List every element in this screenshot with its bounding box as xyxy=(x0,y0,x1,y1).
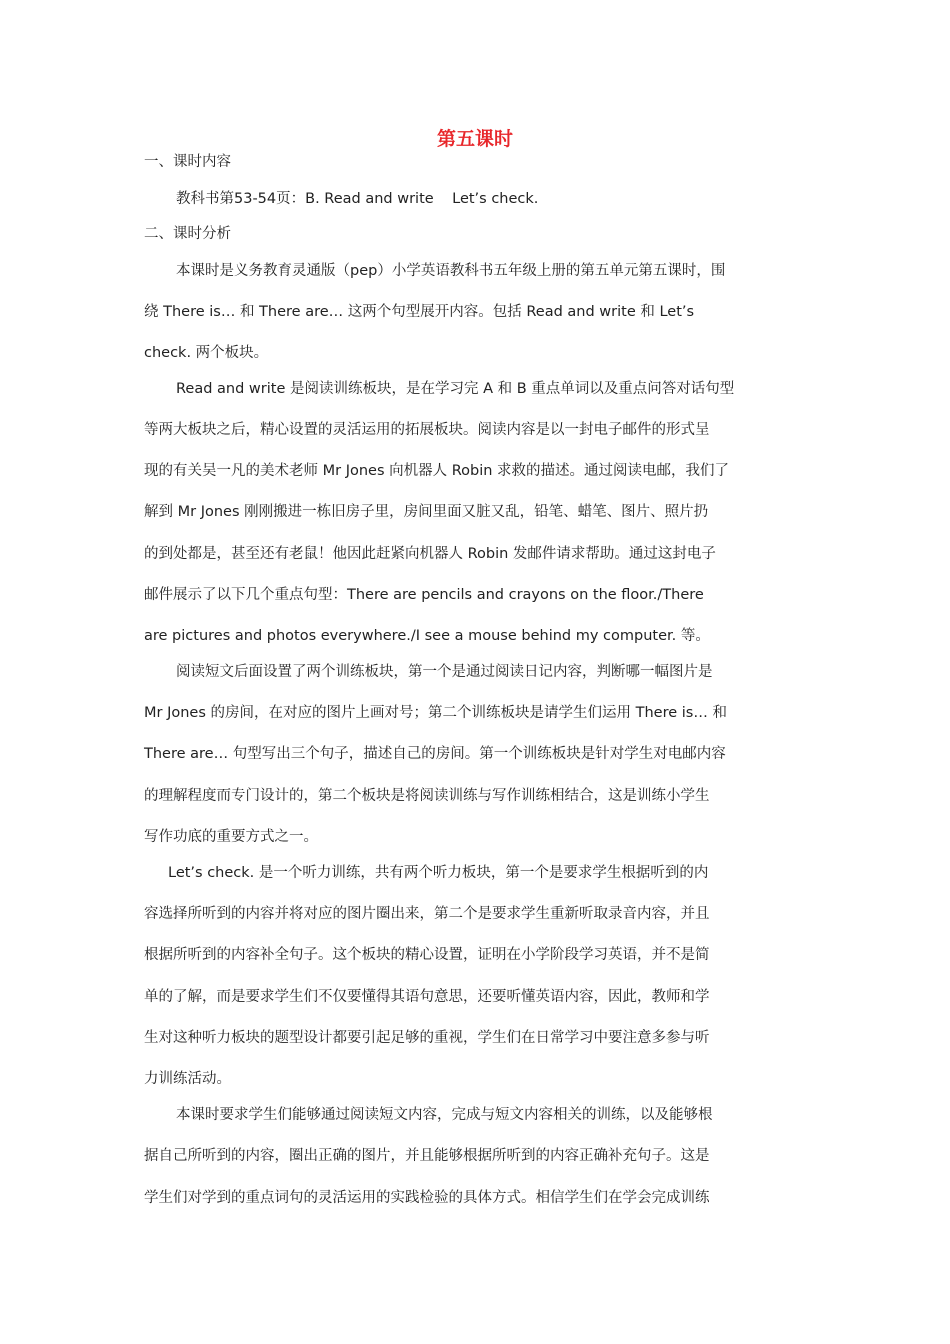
paragraph-line: 写作功底的重要方式之一。 xyxy=(144,829,318,845)
paragraph-line: 力训练活动。 xyxy=(144,1071,231,1087)
paragraph-line: 生对这种听力板块的题型设计都要引起足够的重视，学生们在日常学习中要注意多参与听 xyxy=(144,1030,710,1046)
paragraph-line: 解到 Mr Jones 刚刚搬进一栋旧房子里，房间里面又脏又乱，铅笔、蜡笔、图片、照片扔 xyxy=(144,504,709,520)
paragraph-line: Let’s check. 是一个听力训练，共有两个听力板块，第一个是要求学生根据听到的内 xyxy=(168,865,709,881)
section-content-text: 教科书第53-54页：B. Read and write Let’s check. xyxy=(176,191,539,207)
paragraph-line: Mr Jones 的房间，在对应的图片上画对号；第二个训练板块是请学生们运用 There is… 和 xyxy=(144,705,727,721)
paragraph-line: 的理解程度而专门设计的，第二个板块是将阅读训练与写作训练相结合，这是训练小学生 xyxy=(144,788,710,804)
paragraph-line: 绕 There is… 和 There are… 这两个句型展开内容。包括 Read and write 和 Let’s xyxy=(144,304,695,320)
paragraph-line: 等两大板块之后，精心设置的灵活运用的拓展板块。阅读内容是以一封电子邮件的形式呈 xyxy=(144,422,710,438)
paragraph-line: 根据所听到的内容补全句子。这个板块的精心设置，证明在小学阶段学习英语，并不是简 xyxy=(144,947,710,963)
section-heading-content: 一、课时内容 xyxy=(144,154,231,170)
paragraph-line: 单的了解，而是要求学生们不仅要懂得其语句意思，还要听懂英语内容，因此，教师和学 xyxy=(144,989,710,1005)
paragraph-line: 容选择所听到的内容并将对应的图片圈出来，第二个是要求学生重新听取录音内容，并且 xyxy=(144,906,710,922)
paragraph-line: 现的有关吴一凡的美术老师 Mr Jones 向机器人 Robin 求救的描述。通过阅读电邮，我们了 xyxy=(144,463,730,479)
paragraph-line: 的到处都是，甚至还有老鼠！他因此赶紧向机器人 Robin 发邮件请求帮助。通过这封电子 xyxy=(144,546,716,562)
paragraph-line: 本课时是义务教育灵通版（pep）小学英语教科书五年级上册的第五单元第五课时，围 xyxy=(176,263,726,279)
paragraph-line: 阅读短文后面设置了两个训练板块，第一个是通过阅读日记内容，判断哪一幅图片是 xyxy=(176,664,713,680)
paragraph-line: check. 两个板块。 xyxy=(144,345,269,361)
paragraph-line: Read and write 是阅读训练板块，是在学习完 A 和 B 重点单词以及重点问答对话句型 xyxy=(176,381,735,397)
paragraph-line: 据自己所听到的内容，圈出正确的图片，并且能够根据所听到的内容正确补充句子。这是 xyxy=(144,1148,710,1164)
paragraph-line: 学生们对学到的重点词句的灵活运用的实践检验的具体方式。相信学生们在学会完成训练 xyxy=(144,1190,710,1206)
paragraph-line: 邮件展示了以下几个重点句型：There are pencils and crayons on the floor./There xyxy=(144,587,704,603)
paragraph-line: are pictures and photos everywhere./I see a mouse behind my computer. 等。 xyxy=(144,628,710,644)
section-heading-analysis: 二、课时分析 xyxy=(144,226,231,242)
paragraph-line: There are… 句型写出三个句子，描述自己的房间。第一个训练板块是针对学生对电邮内容 xyxy=(144,746,726,762)
paragraph-line: 本课时要求学生们能够通过阅读短文内容，完成与短文内容相关的训练，以及能够根 xyxy=(176,1107,713,1123)
page-title: 第五课时 xyxy=(436,128,513,150)
